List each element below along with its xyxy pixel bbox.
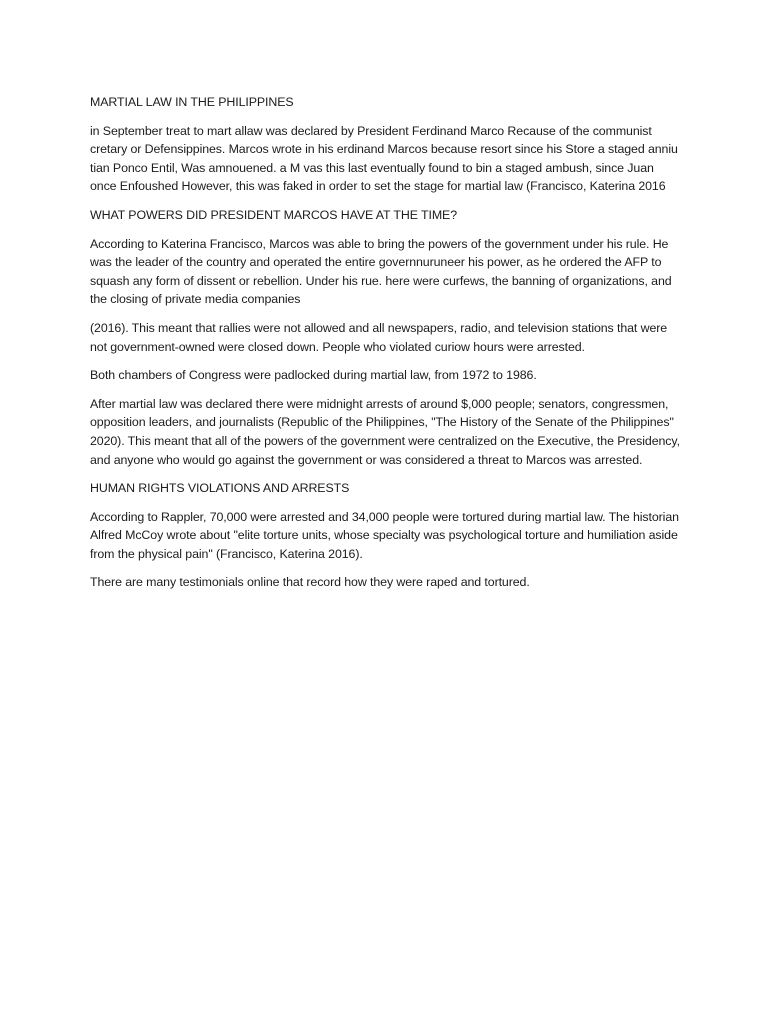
paragraph-rallies: (2016). This meant that rallies were not allowed and all newspapers, radio, and television stations that were not government-owned were closed down. People who violated curiow hours were arrested. (90, 320, 668, 354)
section-heading-powers: WHAT POWERS DID PRESIDENT MARCOS HAVE AT THE TIME? (90, 207, 458, 222)
section-heading-martial-law: MARTIAL LAW IN THE PHILIPPINES (90, 95, 294, 109)
paragraph-intro: in September treat to mart allaw was declared by President Ferdinand Marco Recause of the communist cretary or Defensippines. Marcos wrote in his erdinand Marcos because resort since his Store a staged anniu tian Ponco Entil, Was amnouened. a M vas this last eventually found to bin a staged ambush, since Juan once Enfoushed However, this was faked in order to set the stage for martial law (Francisco, Katerina 2016 (90, 123, 678, 194)
document-page (90, 93, 680, 602)
paragraph-testimonials: There are many testimonials online that record how they were raped and tortured. (90, 575, 530, 590)
paragraph-powers: According to Katerina Francisco, Marcos was able to bring the powers of the government under his rule. He was the leader of the country and operated the entire governnuruneer his power, as he ordered the AFP to squash any form of dissent or rebellion. Under his rue. here were curfews, the banning of organizations, and the closing of private media companies (90, 236, 672, 307)
section-heading-human-rights: HUMAN RIGHTS VIOLATIONS AND ARRESTS (90, 481, 350, 496)
paragraph-congress: Both chambers of Congress were padlocked during martial law, from 1972 to 1986. (90, 368, 537, 383)
paragraph-rappler: According to Rappler, 70,000 were arrested and 34,000 people were tortured during martial law. The historian Alfred McCoy wrote about "elite torture units, whose specialty was psychological torture and humiliation aside from the physical pain" (Francisco, Katerina 2016). (90, 509, 679, 561)
paragraph-arrests: After martial law was declared there were midnight arrests of around $,000 people; senators, congressmen, opposition leaders, and journalists (Republic of the Philippines, "The History of the Senate of the Philippines" 2020). This meant that all of the powers of the government were centralized on the Executive, the Presidency, and anyone who would go against the government or was considered a threat to Marcos was arrested. (90, 396, 680, 467)
